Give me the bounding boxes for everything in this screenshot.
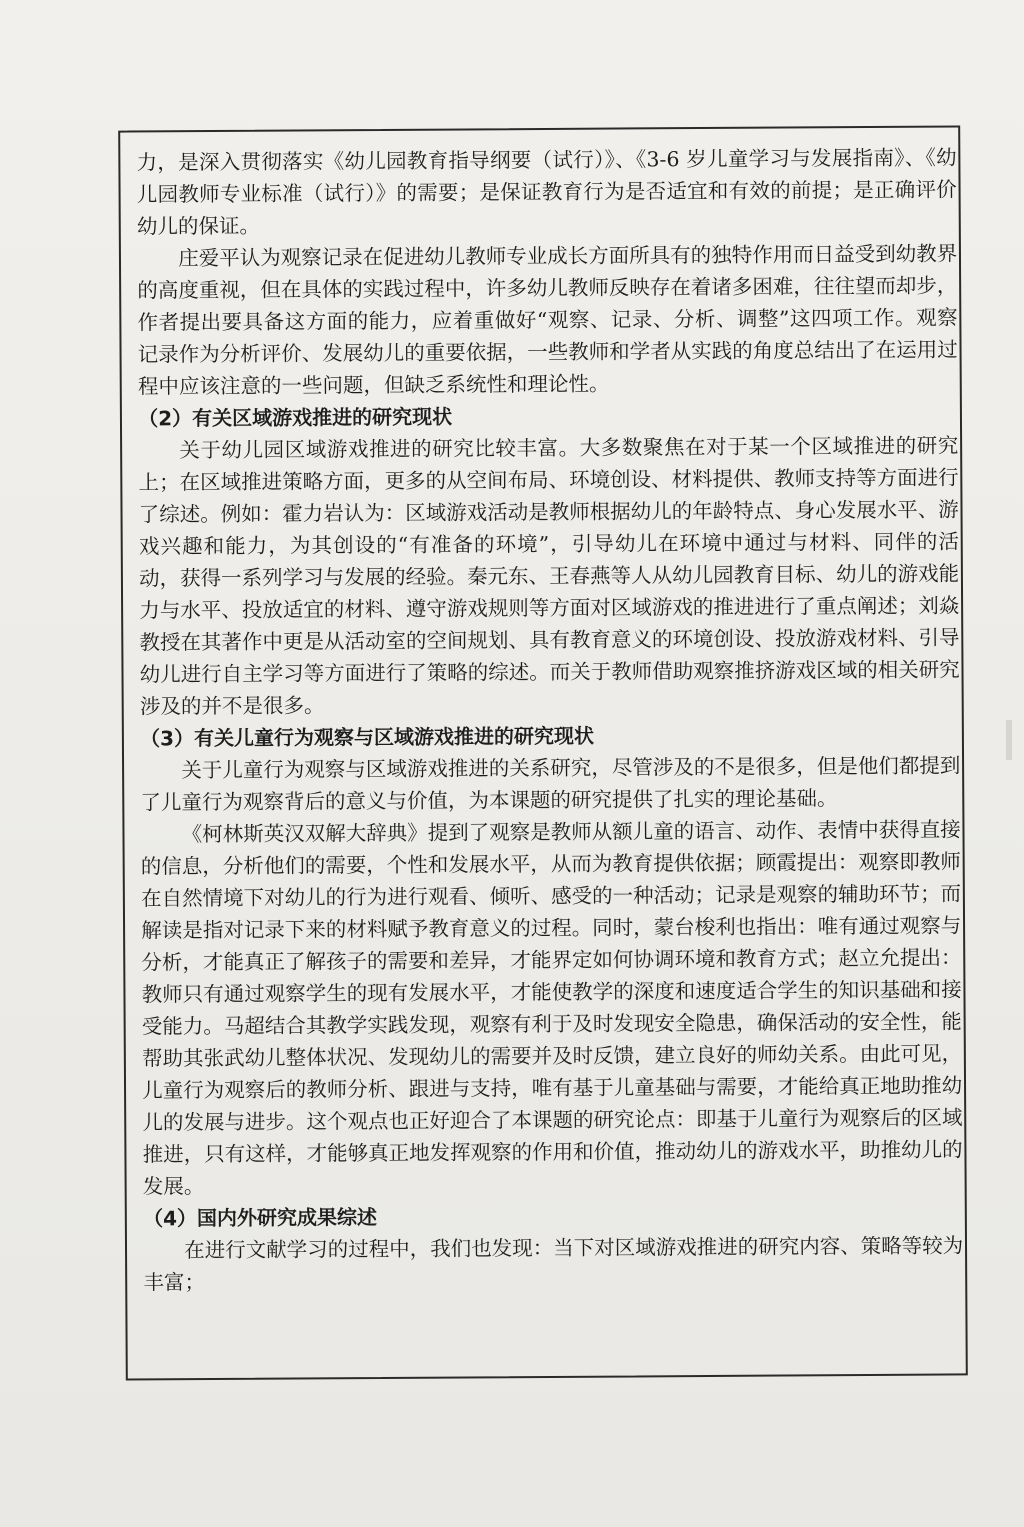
section-4-paragraph: 在进行文献学习的过程中，我们也发现：当下对区域游戏推进的研究内容、策略等较为丰富； <box>143 1233 964 1295</box>
scan-edge-mark <box>1006 720 1012 760</box>
document-body <box>136 142 963 1299</box>
paragraph-intro-1: 力，是深入贯彻落实《幼儿园教育指导纲要（试行）》、《3-6 岁儿童学习与发展指南》、《幼儿园教师专业标准（试行）》的需要；是保证教育行为是否适宜和有效的前提；是正确评价幼儿的保证。 <box>136 145 957 239</box>
section-3-paragraph-2: 《柯林斯英汉双解大辞典》提到了观察是教师从额儿童的语言、动作、表情中获得直接的信息，分析他们的需要，个性和发展水平，从而为教育提供依据；顾霞提出：观察即教师在自然情境下对幼儿的行为进行观看、倾听、感受的一种活动；记录是观察的辅助环节；而解读是指对记录下来的材料赋予教育意义的过程。同时，蒙台梭利也指出：唯有通过观察与分析，才能真正了解孩子的需要和差异，才能界定如何协调环境和教育方式；赵立允提出：教师只有通过观察学生的现有发展水平，才能使教学的深度和速度适合学生的知识基础和接受能力。马超结合其教学实践发现，观察有利于及时发现安全隐患，确保活动的安全性，能帮助其张武幼儿整体状况、发现幼儿的需要并及时反馈，建立良好的师幼关系。由此可见，儿童行为观察后的教师分析、跟进与支持，唯有基于儿童基础与需要，才能给真正地助推幼儿的发展与进步。这个观点也正好迎合了本课题的研究论点：即基于儿童行为观察后的区域推进，只有这样，才能够真正地发挥观察的作用和价值，推动幼儿的游戏水平，助推幼儿的发展。 <box>140 817 963 1199</box>
section-4-heading: （4）国内外研究成果综述 <box>142 1205 378 1231</box>
section-3-heading: （3）有关儿童行为观察与区域游戏推进的研究现状 <box>140 723 595 751</box>
section-3-paragraph-1: 关于儿童行为观察与区域游戏推进的关系研究，尽管涉及的不是很多，但是他们都提到了儿童行为观察背后的意义与价值，为本课题的研究提供了扎实的理论基础。 <box>140 753 961 815</box>
section-2-paragraph: 关于幼儿园区域游戏推进的研究比较丰富。大多数聚焦在对于某一个区域推进的研究上；在区域推进策略方面，更多的从空间布局、环境创设、材料提供、教师支持等方面进行了综述。例如：霍力岩认为：区域游戏活动是教师根据幼儿的年龄特点、身心发展水平、游戏兴趣和能力，为其创设的“有准备的环境”，引导幼儿在环境中通过与材料、同伴的活动，获得一系列学习与发展的经验。秦元东、王春燕等人从幼儿园教育目标、幼儿的游戏能力与水平、投放适宜的材料、遵守游戏规则等方面对区域游戏的推进进行了重点阐述；刘焱教授在其著作中更是从活动室的空间规划、具有教育意义的环境创设、投放游戏材料、引导幼儿进行自主学习等方面进行了策略的综述。而关于教师借助观察推挤游戏区域的相关研究涉及的并不是很多。 <box>138 433 960 719</box>
paragraph-intro-2: 庄爱平认为观察记录在促进幼儿教师专业成长方面所具有的独特作用而日益受到幼教界的高度重视，但在具体的实践过程中，许多幼儿教师反映存在着诸多困难，往往望而却步，作者提出要具备这方面的能力，应着重做好“观察、记录、分析、调整”这四项工作。观察记录作为分析评价、发展幼儿的重要依据，一些教师和学者从实践的角度总结出了在运用过程中应该注意的一些问题，但缺乏系统性和理论性。 <box>137 241 958 399</box>
section-2-heading: （2）有关区域游戏推进的研究现状 <box>138 404 453 431</box>
